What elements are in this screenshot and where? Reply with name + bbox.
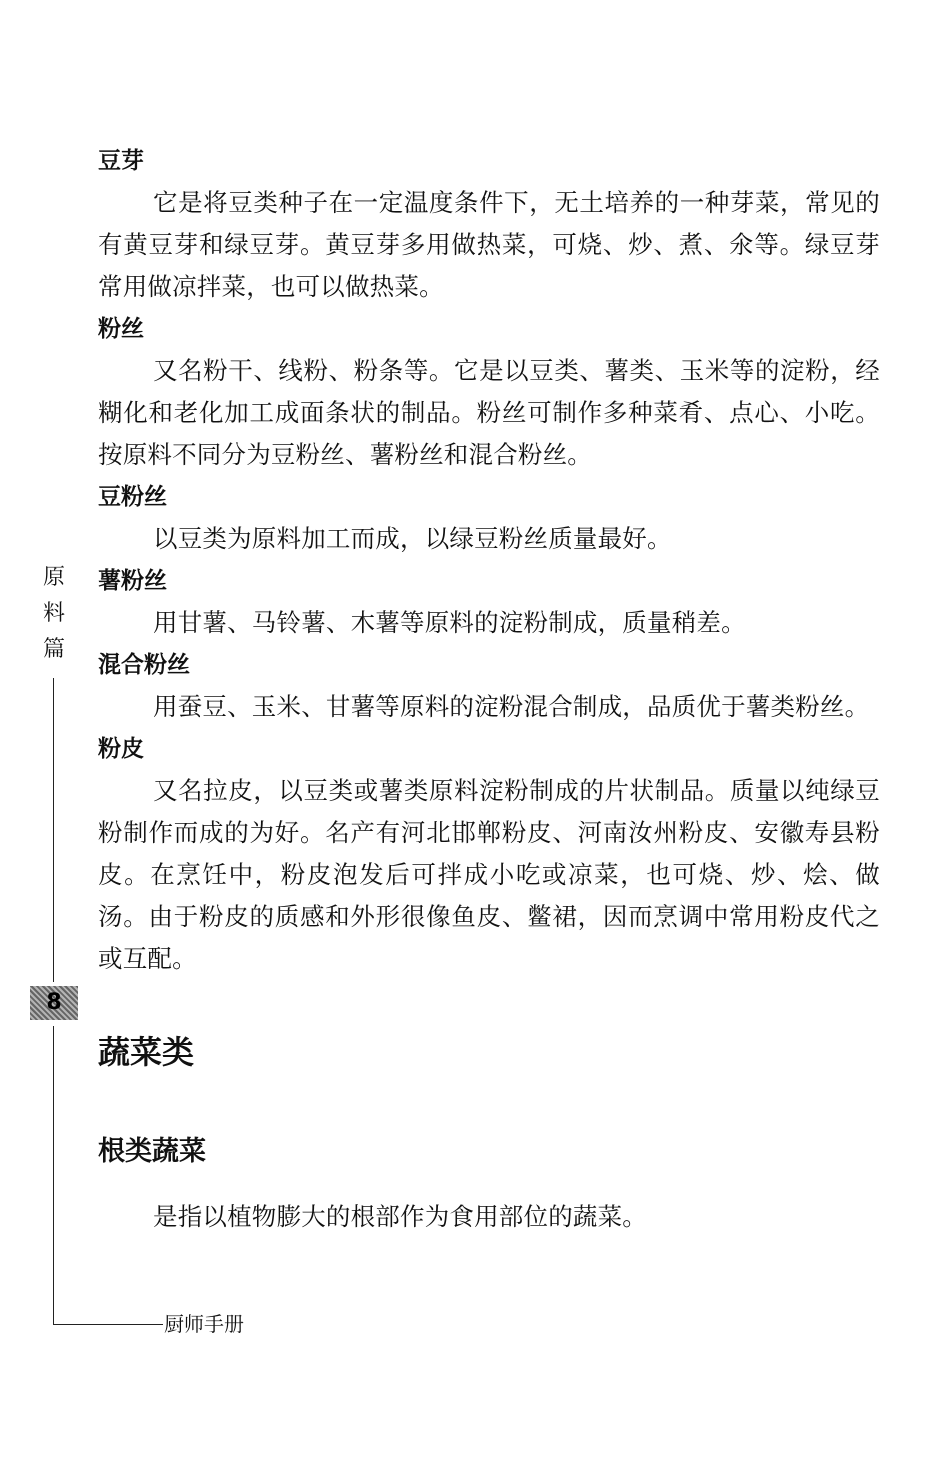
entry-text-fenpi: 又名拉皮，以豆类或薯类原料淀粉制成的片状制品。质量以纯绿豆粉制作而成的为好。名产有河北邯郸粉皮、河南汝州粉皮、安徽寿县粉皮。在烹饪中，粉皮泡发后可拌成小吃或凉菜，也可烧、炒、烩、做汤。由于粉皮的质感和外形很像鱼皮、鳖裙，因而烹调中常用粉皮代之或互配。 — [98, 776, 880, 973]
entry-text-fensi: 又名粉干、线粉、粉条等。它是以豆类、薯类、玉米等的淀粉，经糊化和老化加工成面条状的制品。粉丝可制作多种菜肴、点心、小吃。按原料不同分为豆粉丝、薯粉丝和混合粉丝。 — [98, 356, 880, 469]
subsection-text: 是指以植物膨大的根部作为食用部位的蔬菜。 — [153, 1202, 647, 1231]
page-body — [98, 140, 880, 1238]
entry-text-hunhefensi: 用蚕豆、玉米、甘薯等原料的淀粉混合制成，品质优于薯类粉丝。 — [153, 692, 870, 721]
section-title: 蔬菜类 — [98, 1033, 195, 1071]
footer-rule — [53, 1324, 163, 1325]
side-rule-bottom — [53, 1026, 54, 1325]
entry-term-douya: 豆芽 — [98, 148, 144, 174]
page-number-badge — [30, 986, 78, 1020]
page-number: 8 — [46, 990, 62, 1015]
entry-term-fenpi: 粉皮 — [98, 736, 144, 762]
entry-term-hunhefensi: 混合粉丝 — [98, 652, 190, 678]
side-chapter-label — [40, 560, 68, 668]
side-char: 篇 — [42, 637, 65, 662]
entry-term-doufensi: 豆粉丝 — [98, 484, 167, 510]
entry-text-doufensi: 以豆类为原料加工而成，以绿豆粉丝质量最好。 — [153, 524, 672, 553]
entry-text-douya: 它是将豆类种子在一定温度条件下，无土培养的一种芽菜，常见的有黄豆芽和绿豆芽。黄豆芽多用做热菜，可烧、炒、煮、氽等。绿豆芽常用做凉拌菜，也可以做热菜。 — [98, 188, 880, 301]
entry-term-fensi: 粉丝 — [98, 316, 144, 342]
side-char: 料 — [42, 601, 65, 626]
subsection-title: 根类蔬菜 — [98, 1136, 206, 1167]
side-char: 原 — [42, 565, 65, 590]
footer-book-title: 厨师手册 — [164, 1312, 244, 1336]
side-rule-top — [53, 678, 54, 982]
entry-term-shufensi: 薯粉丝 — [98, 568, 167, 594]
entry-text-shufensi: 用甘薯、马铃薯、木薯等原料的淀粉制成，质量稍差。 — [153, 608, 746, 637]
